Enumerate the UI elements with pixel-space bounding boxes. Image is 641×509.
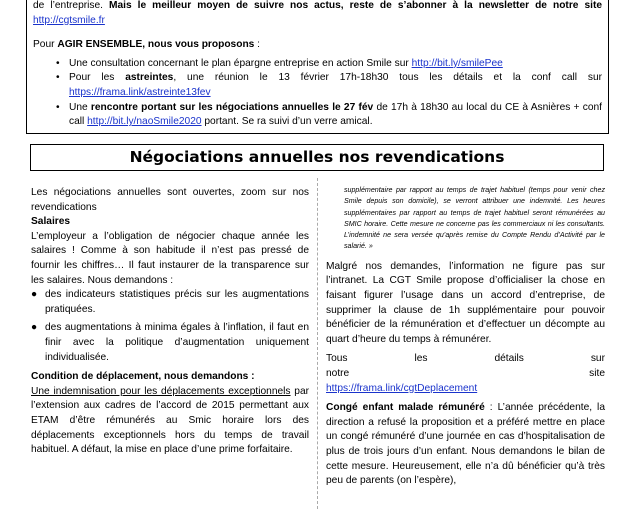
proposal-text: de 17h à 18h30 au local du CE à Asnières + conf call — [69, 101, 602, 128]
details-line — [326, 352, 605, 381]
proposals-list — [33, 57, 602, 130]
proposal-text: , une réunion le 13 février 17h-18h30 tous les détails et la conf call sur — [173, 72, 602, 84]
proposal-item — [69, 71, 602, 100]
bullet-text: des augmentations à minima égales à l’inflation, il faut en finir avec la politique d’augmentation uniquement individualisée. — [45, 322, 309, 363]
lead-bold: AGIR ENSEMBLE, nous vous proposons — [57, 39, 255, 51]
proposal-item — [69, 57, 602, 72]
proposal-text: Pour les — [69, 72, 126, 84]
details-link-line — [326, 382, 605, 397]
proposal-item — [69, 101, 602, 130]
right-column — [326, 186, 605, 489]
nao-link[interactable]: http://bit.ly/naoSmile2020 — [87, 116, 202, 128]
bullet-dot-icon: ● — [31, 322, 38, 334]
deplacement-heading-text: Condition de déplacement, nous demandons : — [31, 371, 255, 383]
left-column — [31, 186, 309, 458]
lead-prefix: Pour — [33, 39, 58, 51]
cgt-proposal-text: Malgré nos demandes, l’information ne figure pas sur l’intranet. La CGT Smile propose d’officialiser la chose en faisant figurer l’usage dans un accord d’entreprise, de supprimer la clause de 1h supplémentaire pour pouvoir bénéficier de la rémunération et d’effectuer un décompte au quart d’heure du temps à rémunérer. — [326, 260, 605, 345]
proposal-bold: rencontre portant sur les négociations annuelles le 27 fév — [90, 101, 374, 113]
deplacement-body: par l’extension aux cadres de l’accord de 2015 permettant aux ETAM d’être rémunérés au Smic horaire lors des déplacements exceptionnels hors du temps de travail habituel. A défaut, la mise en place d’une prime forfaitaire. — [31, 385, 310, 456]
deplacement-text — [31, 385, 309, 458]
proposal-text: Une — [69, 101, 91, 113]
conge-body: : L’année précédente, la direction a refusé la proposition et a préféré mettre en place un congé rémunéré d’une journée en cas d’hospitalisation de plus de trois jours d’un enfant. Nous demandons le bilan de cette mesure. Heureusement, elle n’a dû bénéficier qu’à très peu de parents (on l’espère), — [326, 402, 605, 487]
conge-bold: Congé enfant malade rémunéré — [326, 402, 485, 414]
intro-text: de l’entreprise. — [33, 0, 110, 11]
bullet-dot-icon: ● — [31, 289, 38, 301]
astreinte-link[interactable]: https://frama.link/astreinte13fev — [69, 86, 211, 98]
pee-link[interactable]: http://bit.ly/smilePee — [411, 57, 503, 69]
intro-bold-text: Mais le meilleur moyen de suivre nos actus, reste de s’abonner à la newsletter de notre site — [109, 0, 603, 11]
section-title: Négociations annuelles nos revendications — [30, 144, 604, 171]
newsletter-box — [26, 0, 609, 134]
lead-suffix: : — [254, 39, 261, 51]
proposal-bold: astreintes — [125, 72, 174, 84]
proposal-text: portant. Se ra suivi d’un verre amical. — [201, 116, 373, 128]
bullet-item — [31, 321, 309, 365]
deplacement-link[interactable]: https://frama.link/cgtDeplacement — [326, 382, 478, 394]
salaires-heading — [31, 215, 309, 230]
proposal-text: Une consultation concernant le plan épargne entreprise en action Smile sur — [69, 57, 412, 69]
nego-intro: Les négociations annuelles sont ouvertes, zoom sur nos revendications — [31, 187, 309, 213]
bullet-text: des indicateurs statistiques précis sur les augmentations pratiquées. — [45, 289, 309, 315]
cgtsmile-link[interactable]: http://cgtsmile.fr — [33, 14, 105, 26]
newsletter-intro — [33, 0, 602, 28]
conge-text — [326, 401, 605, 489]
deplacement-heading — [31, 370, 309, 385]
column-divider — [317, 178, 318, 509]
salaires-text: L’employeur a l’obligation de négocier chaque année les salaires ! Comme à son habitude il n’est pas pressé de fournir les chiffres… Il faut instaurer de la transparence sur les salaires. Nous demandons : — [31, 230, 309, 286]
proposals-lead — [33, 38, 602, 53]
details-text: Tous les détails sur notre site — [326, 353, 605, 379]
bullet-item — [31, 288, 309, 317]
deplacement-underlined: Une indemnisation pour les déplacements exceptionnels — [31, 385, 291, 397]
accord-quote: supplémentaire par rapport au temps de trajet habituel (temps pour venir chez Smile depuis son domicile), se verront attribuer une indemnité. Les heures supplémentaires par rapport au temps de trajet habituel seront rémunérées au SMIC horaire. Cette mesure ne concerne pas les commerciaux ni les consultants. L’indemnité ne sera versée qu’après remise du Compte Rendu d’Activité par le salarié. » — [344, 186, 605, 251]
salaires-heading-text: Salaires — [31, 216, 71, 228]
